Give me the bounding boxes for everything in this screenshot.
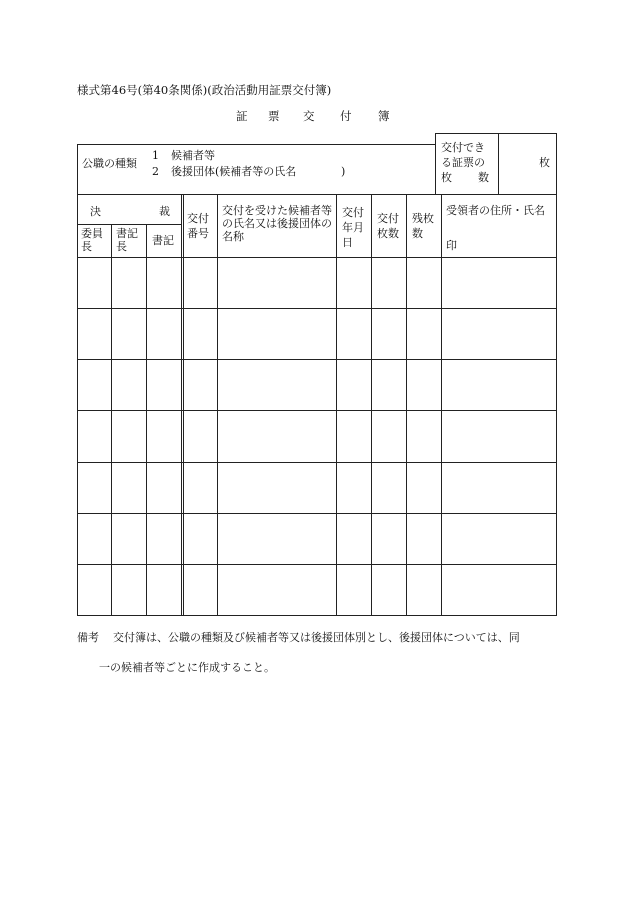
option-2-number: 2: [152, 165, 159, 178]
table-rule: [77, 194, 557, 195]
recipient-name-column-header: 交付を受けた候補者等の氏名又は後援団体の名称: [222, 204, 332, 243]
title-char: 票: [268, 109, 280, 123]
table-rule: [77, 564, 557, 565]
table-rule: [406, 194, 407, 616]
approval-header: 決: [90, 205, 101, 218]
table-rule: [435, 133, 557, 134]
table-rule: [181, 194, 182, 616]
table-rule: [77, 615, 557, 616]
chief-clerk-column-header: 書記長: [116, 227, 138, 253]
option-2-close-paren: ): [341, 165, 346, 178]
option-1-number: 1: [152, 149, 159, 162]
office-kind-label: 公職の種類: [82, 157, 137, 170]
table-rule: [77, 194, 78, 616]
receiver-column-header: 受領者の住所・氏名: [446, 204, 545, 217]
table-rule: [77, 462, 557, 463]
title-char: 交: [303, 109, 315, 123]
issuable-count-label: 枚: [441, 171, 452, 184]
option-1-text: 候補者等: [171, 149, 215, 162]
issuable-count-label: 数: [478, 171, 489, 184]
count-unit: 枚: [539, 156, 550, 169]
note-text: 一の候補者等ごとに作成すること。: [99, 661, 275, 674]
clerk-column-header: 書記: [152, 234, 174, 247]
issue-number-column-header: 交付番号: [187, 212, 209, 240]
table-rule: [77, 308, 557, 309]
title-char: 簿: [378, 109, 390, 123]
remaining-count-column-header: 残枚数: [412, 212, 434, 240]
table-rule: [77, 513, 557, 514]
table-rule: [77, 410, 557, 411]
table-rule: [336, 194, 337, 616]
table-rule: [146, 224, 147, 616]
issuable-count-label: る証票の: [441, 156, 485, 169]
issue-date-column-header: 交付年月日: [342, 206, 364, 249]
table-rule: [77, 144, 78, 194]
note-label: 備考: [77, 631, 99, 644]
issue-count-column-header: 交付枚数: [377, 212, 399, 240]
table-rule: [77, 257, 557, 258]
table-rule: [498, 133, 499, 194]
chairman-column-header: 委員長: [81, 227, 103, 253]
issuable-count-label: 交付でき: [441, 141, 485, 154]
approval-header: 裁: [159, 205, 170, 218]
table-rule: [441, 194, 442, 616]
table-rule: [371, 194, 372, 616]
option-2-text: 後援団体(候補者等の氏名: [171, 165, 297, 178]
table-rule: [217, 194, 218, 616]
seal-label: 印: [446, 239, 457, 252]
form-number: 様式第46号(第40条関係)(政治活動用証票交付簿): [77, 83, 332, 97]
table-rule: [77, 224, 181, 225]
title-char: 付: [340, 109, 352, 123]
table-rule: [77, 144, 435, 145]
table-rule: [556, 194, 557, 616]
table-rule: [556, 133, 557, 194]
table-rule: [435, 133, 436, 194]
table-rule: [111, 224, 112, 616]
title-char: 証: [236, 109, 248, 123]
note-text: 交付簿は、公職の種類及び候補者等又は後援団体別とし、後援団体については、同: [113, 631, 520, 644]
table-rule: [77, 359, 557, 360]
table-rule: [183, 194, 184, 616]
